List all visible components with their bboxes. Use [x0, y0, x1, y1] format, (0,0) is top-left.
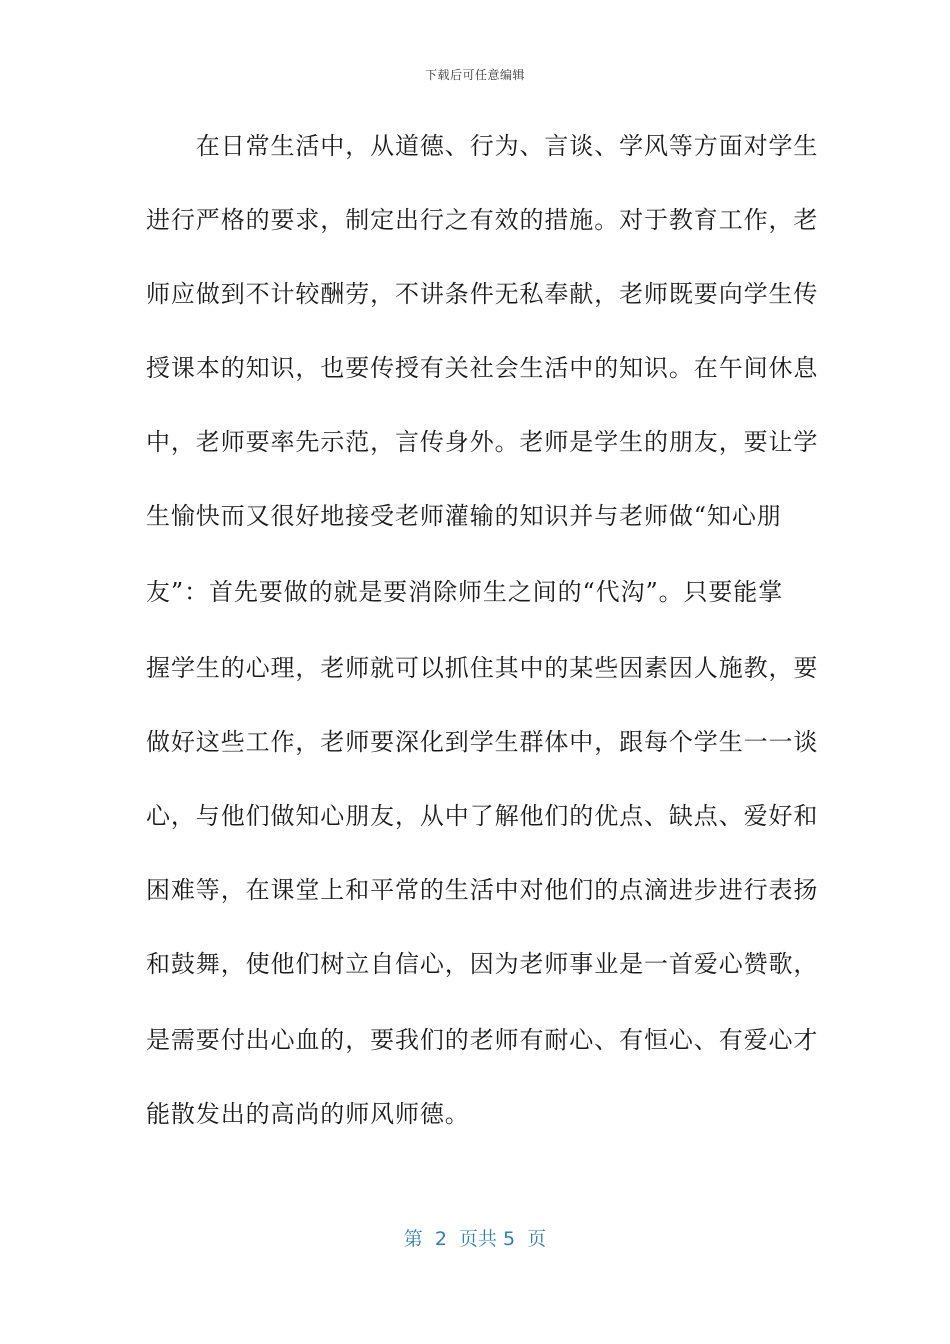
paragraph-line-3: 师应做到不计较酬劳，不讲条件无私奉献，老师既要向学生传 [146, 280, 819, 308]
paragraph-line-5: 中，老师要率先示范，言传身外。老师是学生的朋友，要让学 [146, 428, 819, 456]
paragraph-line-9: 做好这些工作，老师要深化到学生群体中，跟每个学生一一谈 [146, 728, 819, 756]
paragraph-line-14: 能散发出的高尚的师风师德。 [146, 1100, 470, 1128]
paragraph-line-1: 在日常生活中，从道德、行为、言谈、学风等方面对学生 [146, 132, 819, 160]
paragraph-line-11: 困难等，在课堂上和平常的生活中对他们的点滴进步进行表扬 [146, 876, 819, 904]
paragraph-line-4: 授课本的知识，也要传授有关社会生活中的知识。在午间休息 [146, 354, 819, 382]
paragraph-line-6: 生愉快而又很好地接受老师灌输的知识并与老师做“知心朋 [146, 502, 782, 530]
paragraph-line-8: 握学生的心理，老师就可以抓住其中的某些因素因人施教，要 [146, 654, 819, 682]
page-number-footer: 第 2 页共 5 页 [403, 1228, 547, 1250]
paragraph-line-2: 进行严格的要求，制定出行之有效的措施。对于教育工作，老 [146, 206, 819, 234]
paragraph-line-10: 心，与他们做知心朋友，从中了解他们的优点、缺点、爱好和 [146, 802, 819, 830]
header-note: 下载后可任意编辑 [424, 68, 525, 82]
paragraph-line-7: 友”：首先要做的就是要消除师生之间的“代沟”。只要能掌 [146, 578, 784, 606]
paragraph-line-12: 和鼓舞，使他们树立自信心，因为老师事业是一首爱心赞歌， [146, 950, 819, 978]
paragraph-line-13: 是需要付出心血的，要我们的老师有耐心、有恒心、有爱心才 [146, 1026, 819, 1054]
